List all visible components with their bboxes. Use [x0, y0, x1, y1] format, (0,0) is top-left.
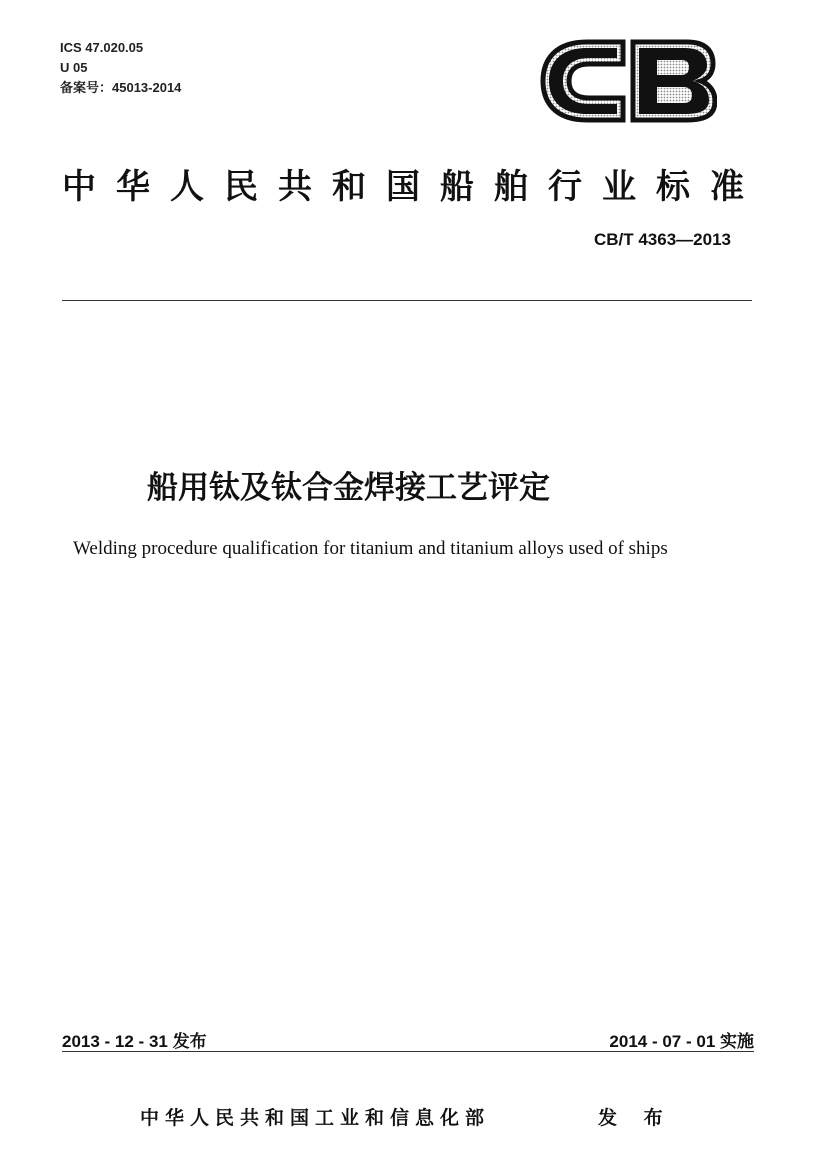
footer-divider: [62, 1051, 754, 1052]
implementation-date: 2014 - 07 - 01 实施: [609, 1032, 754, 1051]
publisher-line: [140, 1103, 780, 1130]
publisher-name: 中华人民共和国工业和信息化部: [140, 1107, 491, 1129]
issue-date: 2013 - 12 - 31 发布: [62, 1032, 207, 1051]
ccs-code: U 05: [60, 60, 88, 75]
standard-code: CB/T 4363—2013: [593, 230, 731, 249]
cb-logo: [537, 36, 717, 126]
header-divider: [62, 300, 752, 301]
record-number: 备案号：45013-2014: [60, 80, 182, 95]
document-title-cn: 船用钛及钛合金焊接工艺评定: [147, 470, 550, 506]
dates-row: [62, 1027, 754, 1053]
cb-logo-icon: [537, 36, 717, 126]
ics-code: ICS 47.020.05: [60, 40, 144, 55]
standard-title: 中华人民共和国船舶行业标准: [62, 167, 764, 207]
document-title-en: Welding procedure qualification for titanium and titanium alloys used of ships: [73, 538, 668, 559]
publisher-action: 发 布: [598, 1107, 673, 1129]
meta-block: [60, 38, 181, 98]
